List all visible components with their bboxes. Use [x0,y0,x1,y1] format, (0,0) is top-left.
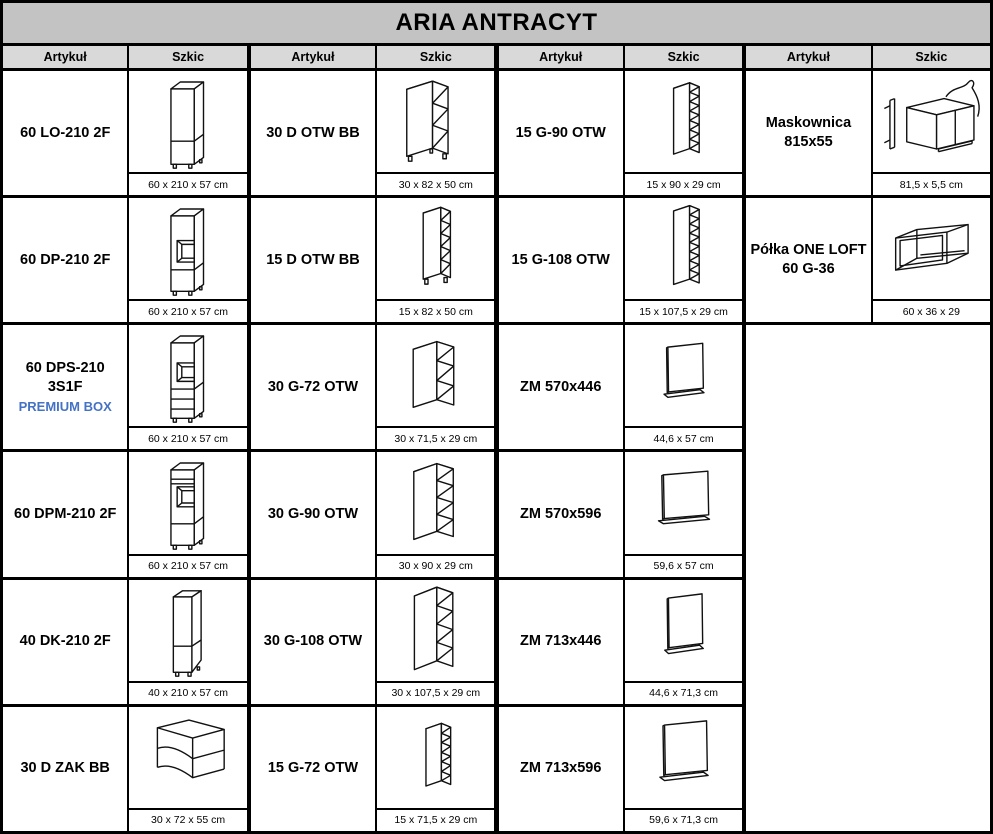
dimension-label: 30 x 90 x 29 cm [377,554,494,577]
article-code: 15 G-90 OTW [515,124,606,141]
article-code: Maskownica 815x55 [765,115,852,151]
narrow-wall-open-shelf-sketch [656,198,712,299]
column-pair-3 [499,46,743,831]
article-cell [3,71,127,195]
dimension-label: 59,6 x 57 cm [625,554,742,577]
dimension-label: 15 x 90 x 29 cm [625,172,742,195]
article-code-premium-box: PREMIUM BOX [18,398,112,414]
corner-open-shelf-sketch [137,714,239,800]
dimension-label: 30 x 71,5 x 29 cm [377,426,494,449]
article-code: 30 G-90 OTW [267,506,359,523]
article-code: 60 DP-210 2F [20,251,111,268]
article-code: 60 DPS-210 3S1F [25,360,105,395]
sketch-cell [129,71,246,195]
column-header-artykul: Artykuł [499,46,623,68]
article-cell [499,198,623,322]
wall-open-shelf-sketch [398,334,474,418]
sketch-cell [625,71,742,195]
wall-open-shelf-sketch [399,457,473,549]
article-code: 15 G-108 OTW [511,251,610,268]
catalog-grid [3,46,990,831]
sketch-cell [377,198,494,322]
article-code: 40 DK-210 2F [19,633,111,650]
sketch-cell [377,71,494,195]
dimension-label: 60 x 210 x 57 cm [129,172,246,195]
article-code: Półka ONE LOFT 60 G-36 [750,242,867,278]
article-cell [499,452,623,576]
article-cell [251,452,375,576]
base-open-shelf-sketch [393,73,479,171]
dimension-label: 15 x 107,5 x 29 cm [625,299,742,322]
sketch-cell [377,325,494,449]
column-pair-1 [3,46,247,831]
sketch-cell [873,71,990,195]
article-cell [499,707,623,831]
article-cell [3,452,127,576]
dimension-label: 15 x 82 x 50 cm [377,299,494,322]
dimension-label: 60 x 210 x 57 cm [129,299,246,322]
column-header-szkic: Szkic [129,46,246,68]
article-code: ZM 570x446 [519,378,602,395]
article-cell [746,198,870,322]
dimension-label: 30 x 107,5 x 29 cm [377,681,494,704]
article-code: 15 D OTW BB [266,251,360,268]
dimension-label: 59,6 x 71,3 cm [625,808,742,831]
sketch-cell [873,198,990,322]
sketch-cell [129,707,246,831]
narrow-tall-cabinet-sketch [161,580,215,680]
dimension-label: 30 x 72 x 55 cm [129,808,246,831]
plinth-cover-panel-sketch [875,77,987,167]
article-code: ZM 713x446 [519,633,602,650]
dimension-label: 60 x 36 x 29 [873,299,990,322]
column-header-artykul: Artykuł [3,46,127,68]
article-cell [746,71,870,195]
oven-housing-cabinet-sketch [157,199,219,299]
article-cell [499,580,623,704]
article-code: 60 DPM-210 2F [14,506,117,523]
sketch-cell [625,325,742,449]
article-cell [499,71,623,195]
sketch-cell [129,580,246,704]
column-header-szkic: Szkic [873,46,990,68]
article-cell [3,325,127,449]
article-cell [251,325,375,449]
sketch-cell [625,452,742,576]
appliance-front-panel-sketch [656,588,712,672]
dimension-label: 15 x 71,5 x 29 cm [377,808,494,831]
sketch-cell [129,452,246,576]
loft-frame-shelf-sketch [878,211,984,287]
dimension-label: 60 x 210 x 57 cm [129,426,246,449]
dimension-label: 44,6 x 71,3 cm [625,681,742,704]
empty-merged-cell [746,325,990,831]
dimension-label: 40 x 210 x 57 cm [129,681,246,704]
sketch-cell [377,452,494,576]
sketch-cell [377,707,494,831]
sketch-cell [625,707,742,831]
article-cell [3,707,127,831]
article-code: ZM 713x596 [519,760,602,777]
column-header-artykul: Artykuł [251,46,375,68]
article-code: 30 G-108 OTW [263,633,363,650]
article-cell [251,707,375,831]
sketch-cell [129,325,246,449]
appliance-front-panel-sketch [649,715,719,799]
article-cell [3,580,127,704]
article-code: 60 LO-210 2F [20,124,111,141]
narrow-base-open-shelf-sketch [404,200,468,298]
appliance-front-panel-sketch [647,466,721,540]
article-cell [251,71,375,195]
column-header-artykul: Artykuł [746,46,870,68]
narrow-wall-open-shelf-sketch [409,715,463,799]
column-header-szkic: Szkic [625,46,742,68]
column-pair-2 [251,46,495,831]
dimension-label: 60 x 210 x 57 cm [129,554,246,577]
sketch-cell [625,198,742,322]
oven-housing-drawers-cabinet-sketch [157,326,219,426]
article-cell [3,198,127,322]
article-code: ZM 570x596 [519,506,602,523]
microwave-housing-cabinet-sketch [157,453,219,553]
sketch-cell [377,580,494,704]
dimension-label: 30 x 82 x 50 cm [377,172,494,195]
sketch-cell [625,580,742,704]
column-pair-4 [746,46,990,831]
dimension-label: 44,6 x 57 cm [625,426,742,449]
wall-open-shelf-sketch [400,580,472,680]
article-code: 30 D OTW BB [266,124,360,141]
article-code: 30 D ZAK BB [20,760,110,777]
page-title: ARIA ANTRACYT [3,3,990,43]
dimension-label: 81,5 x 5,5 cm [873,172,990,195]
sketch-cell [129,198,246,322]
article-code: 15 G-72 OTW [267,760,359,777]
article-cell [499,325,623,449]
narrow-wall-open-shelf-sketch [656,75,712,169]
appliance-front-panel-sketch [655,338,713,414]
article-cell [251,198,375,322]
tall-cabinet-sketch [157,72,219,172]
column-header-szkic: Szkic [377,46,494,68]
article-code: 30 G-72 OTW [267,378,359,395]
article-cell [251,580,375,704]
